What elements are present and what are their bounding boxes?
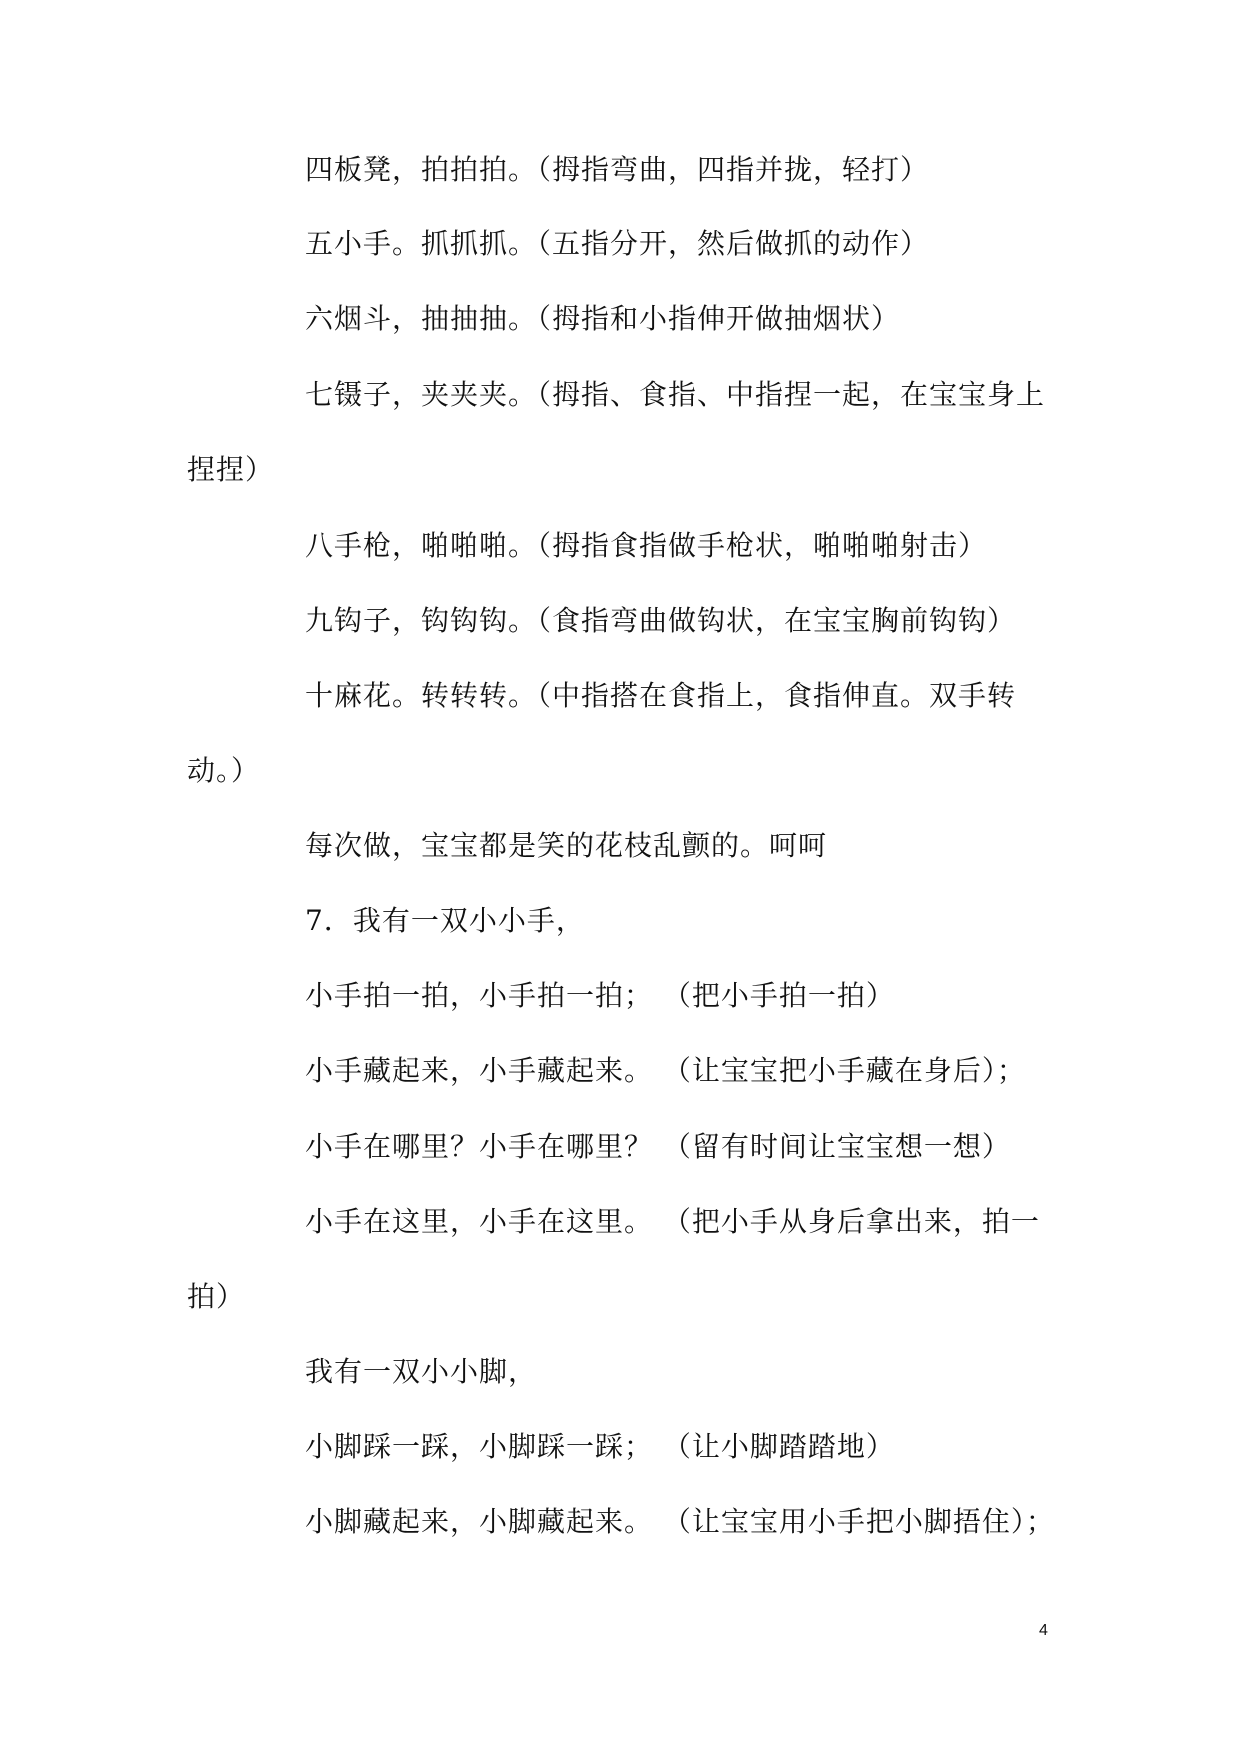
text-line-3: 六烟斗，抽抽抽。（拇指和小指伸开做抽烟状） <box>305 302 901 335</box>
text-line-11: 7．我有一双小小手， <box>305 904 585 937</box>
text-line-14: 小手在哪里？小手在哪里？ （留有时间让宝宝想一想） <box>305 1130 1011 1163</box>
text-line-2: 五小手。抓抓抓。（五指分开，然后做抓的动作） <box>305 227 930 260</box>
text-line-13: 小手藏起来，小手藏起来。 （让宝宝把小手藏在身后）； <box>305 1054 1026 1087</box>
text-line-6: 八手枪，啪啪啪。（拇指食指做手枪状，啪啪啪射击） <box>305 529 988 562</box>
text-line-15: 小手在这里，小手在这里。 （把小手从身后拿出来，拍一 <box>305 1205 1040 1238</box>
text-line-5: 捏捏） <box>187 453 275 486</box>
text-line-4: 七镊子，夹夹夹。（拇指、食指、中指捏一起，在宝宝身上 <box>305 378 1046 411</box>
text-line-7: 九钩子，钩钩钩。（食指弯曲做钩状，在宝宝胸前钩钩） <box>305 604 1017 637</box>
text-line-12: 小手拍一拍，小手拍一拍； （把小手拍一拍） <box>305 979 895 1012</box>
page-number: 4 <box>1039 1622 1048 1639</box>
text-line-8: 十麻花。转转转。（中指搭在食指上，食指伸直。双手转 <box>305 679 1017 712</box>
text-line-10: 每次做，宝宝都是笑的花枝乱颤的。呵呵 <box>305 829 828 862</box>
text-line-18: 小脚踩一踩，小脚踩一踩； （让小脚踏踏地） <box>305 1430 895 1463</box>
text-line-1: 四板凳，拍拍拍。（拇指弯曲，四指并拢，轻打） <box>305 153 930 186</box>
text-line-17: 我有一双小小脚， <box>305 1355 538 1388</box>
text-line-19: 小脚藏起来，小脚藏起来。 （让宝宝用小手把小脚捂住）； <box>305 1505 1055 1538</box>
text-line-9: 动。） <box>187 754 261 787</box>
text-line-16: 拍） <box>187 1280 246 1313</box>
